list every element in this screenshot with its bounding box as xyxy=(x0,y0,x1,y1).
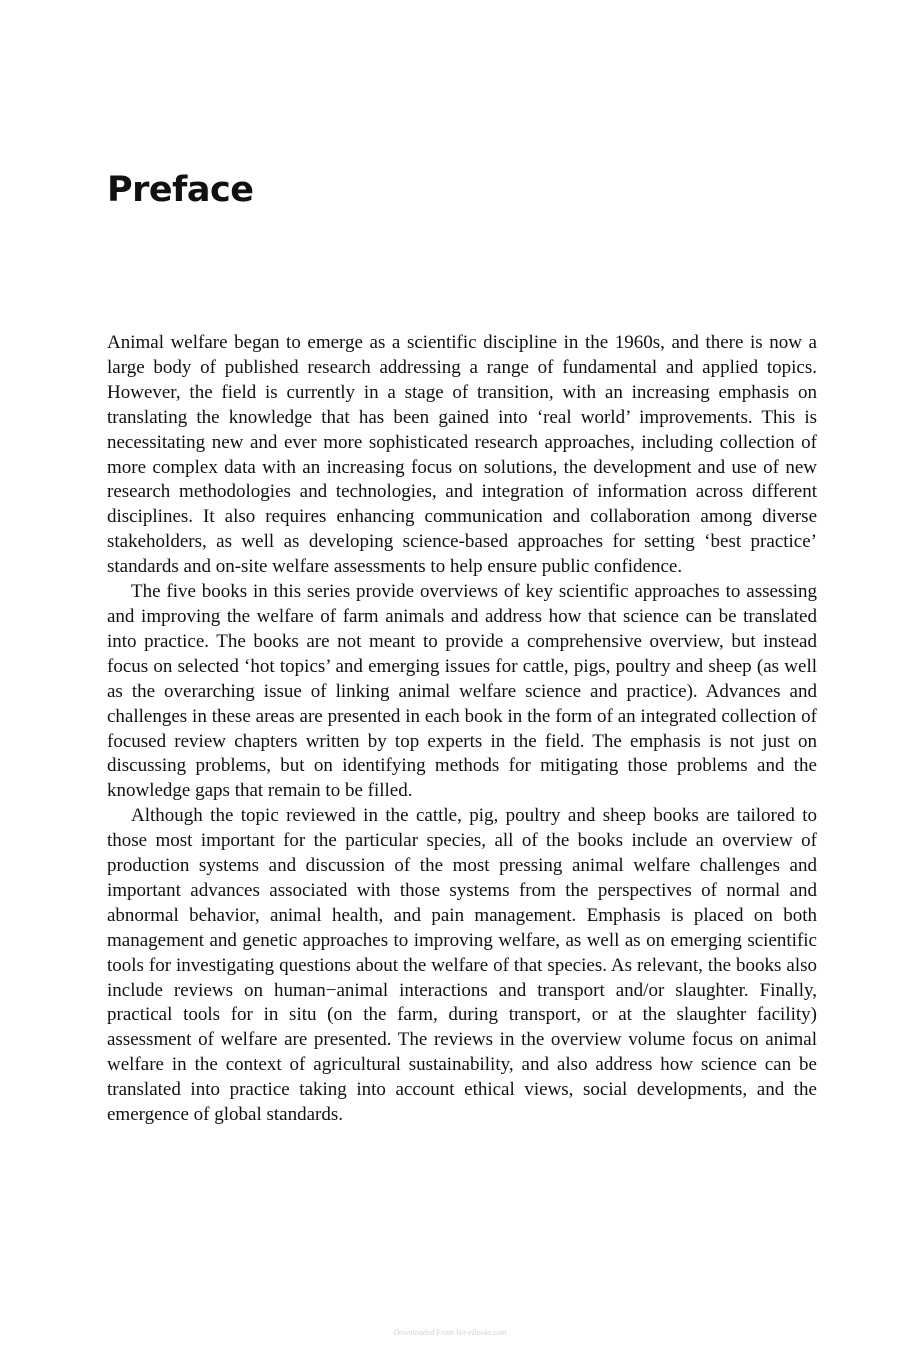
preface-body xyxy=(107,331,817,1128)
paragraph-2: The five books in this series provide overviews of key scientific approaches to assessing and improving the welfare of farm animals and address how that science can be translated into practice. The books are not meant to provide a comprehensive overview, but instead focus on selected ‘hot topics’ and emerging issues for cattle, pigs, poultry and sheep (as well as the overarching issue of linking animal welfare science and practice). Advances and challenges in these areas are presented in each book in the form of an integrated collection of focused review chapters written by top experts in the field. The emphasis is not just on discussing problems, but on identifying methods for mitigating those problems and the knowledge gaps that remain to be filled. xyxy=(107,581,817,802)
paragraph-1: Animal welfare began to emerge as a scientific discipline in the 1960s, and there is now a large body of published research addressing a range of fundamental and applied topics. However, the field is currently in a stage of transition, with an increasing emphasis on translating the knowledge that has been gained into ‘real world’ improvements. This is necessitating new and ever more sophisticated research approaches, including collection of more complex data with an increasing focus on solutions, the development and use of new research methodologies and technologies, and integration of information across different disciplines. It also requires enhancing communication and collaboration among diverse stakeholders, as well as developing science-based approaches for setting ‘best practice’ standards and on-site welfare assessments to help ensure public confidence. xyxy=(107,332,817,578)
page-title: Preface xyxy=(107,170,254,210)
footer-watermark: Downloaded From Vet-eBooks.com xyxy=(393,1328,507,1337)
paragraph-3: Although the topic reviewed in the cattle, pig, poultry and sheep books are tailored to those most important for the particular species, all of the books include an overview of production systems and discussion of the most pressing animal welfare challenges and important advances associated with those systems from the perspectives of normal and abnormal behavior, animal health, and pain management. Emphasis is placed on both management and genetic approaches to improving welfare, as well as on emerging scientific tools for investigating questions about the welfare of that species. As relevant, the books also include reviews on human−animal interactions and transport and/or slaughter. Finally, practical tools for in situ (on the farm, during transport, or at the slaughter facility) assessment of welfare are presented. The reviews in the overview volume focus on animal welfare in the context of agricultural sustainability, and also address how science can be translated into practice taking into account ethical views, social developments, and the emergence of global standards. xyxy=(107,805,817,1126)
